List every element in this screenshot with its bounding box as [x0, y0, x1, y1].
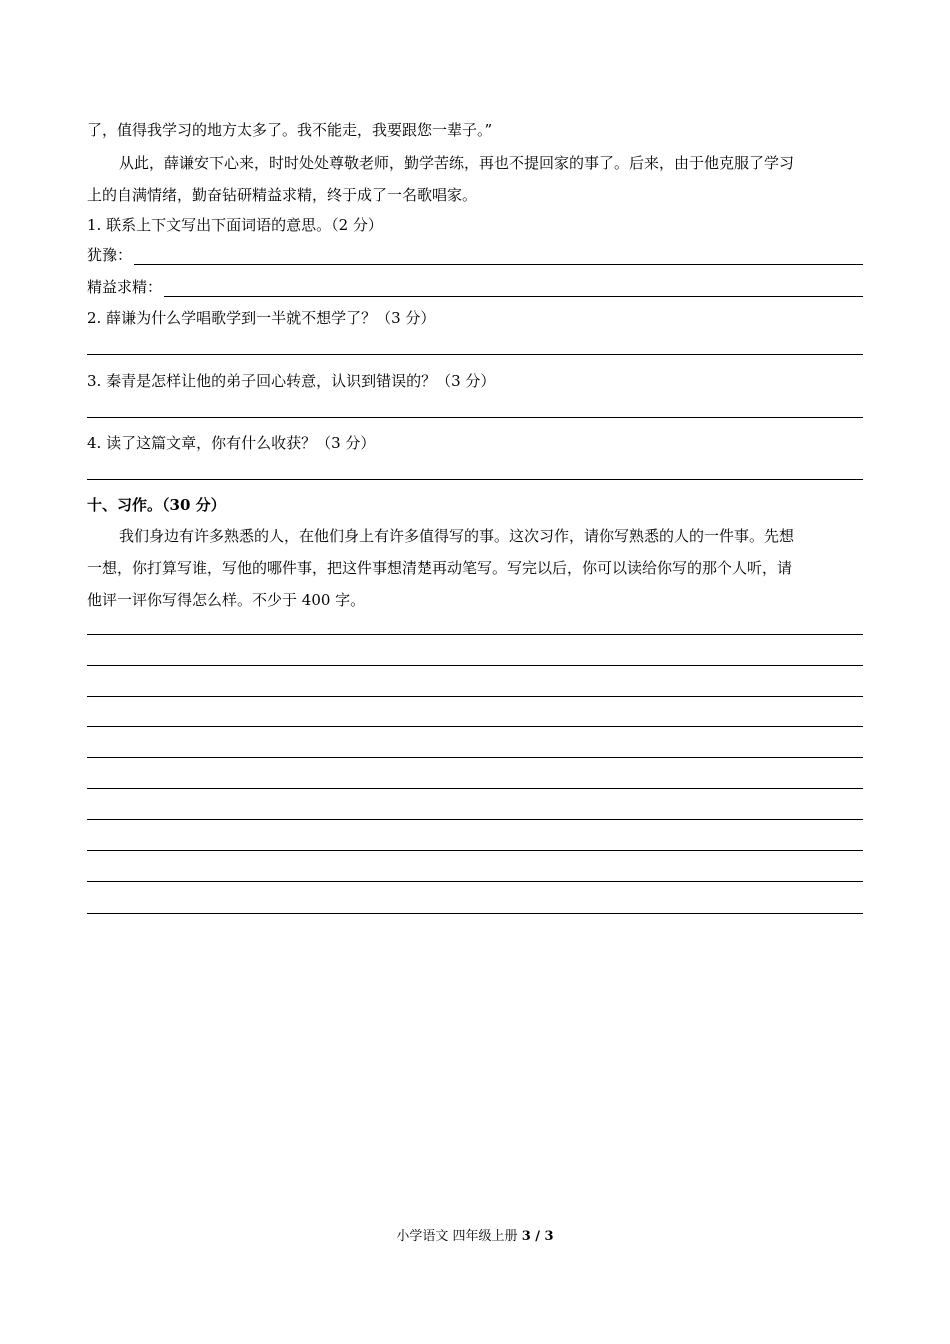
question-4: 4. 读了这篇文章，你有什么收获？（3 分）	[87, 434, 376, 452]
question-1: 1. 联系上下文写出下面词语的意思。（2 分）	[87, 216, 383, 234]
writing-prompt-line1: 我们身边有许多熟悉的人，在他们身上有许多值得写的事。这次习作，请你写熟悉的人的一件事。先想	[119, 527, 795, 545]
composition-line[interactable]	[87, 850, 863, 851]
page-footer	[0, 1228, 950, 1246]
q1-word2-row	[87, 277, 863, 297]
question-2: 2. 薛谦为什么学唱歌学到一半就不想学了？（3 分）	[87, 309, 436, 327]
exam-page	[87, 0, 863, 1344]
composition-line[interactable]	[87, 665, 863, 666]
q1-word1-row	[87, 245, 863, 265]
writing-prompt-line2: 一想，你打算写谁，写他的哪件事，把这件事想清楚再动笔写。写完以后，你可以读给你写的那个人听，请	[87, 559, 793, 577]
footer-subject: 小学语文 四年级上册	[396, 1229, 518, 1244]
composition-line[interactable]	[87, 788, 863, 789]
composition-line[interactable]	[87, 634, 863, 635]
footer-page-number: 3 / 3	[521, 1229, 554, 1244]
q1-word1-answer-line[interactable]	[134, 248, 863, 265]
composition-line[interactable]	[87, 881, 863, 882]
q2-answer-line[interactable]	[87, 354, 863, 355]
q4-answer-line[interactable]	[87, 479, 863, 480]
composition-line[interactable]	[87, 819, 863, 820]
q1-word1-label: 犹豫：	[87, 246, 133, 264]
question-3: 3. 秦青是怎样让他的弟子回心转意，认识到错误的？（3 分）	[87, 372, 496, 390]
passage-para2-line2: 上的自满情绪，勤奋钻研精益求精，终于成了一名歌唱家。	[87, 186, 478, 204]
composition-line[interactable]	[87, 757, 863, 758]
passage-para2-line1: 从此，薛谦安下心来，时时处处尊敬老师，勤学苦练，再也不提回家的事了。后来，由于他克服了学习	[119, 154, 795, 172]
composition-line[interactable]	[87, 913, 863, 914]
writing-heading: 十、习作。（30 分）	[87, 496, 226, 514]
composition-line[interactable]	[87, 726, 863, 727]
composition-line[interactable]	[87, 696, 863, 697]
q1-word2-label: 精益求精：	[87, 278, 163, 296]
q1-word2-answer-line[interactable]	[164, 280, 863, 297]
writing-prompt-line3: 他评一评你写得怎么样。不少于 400 字。	[87, 591, 366, 609]
q3-answer-line[interactable]	[87, 417, 863, 418]
passage-line-1: 了，值得我学习的地方太多了。我不能走，我要跟您一辈子。”	[87, 121, 493, 139]
